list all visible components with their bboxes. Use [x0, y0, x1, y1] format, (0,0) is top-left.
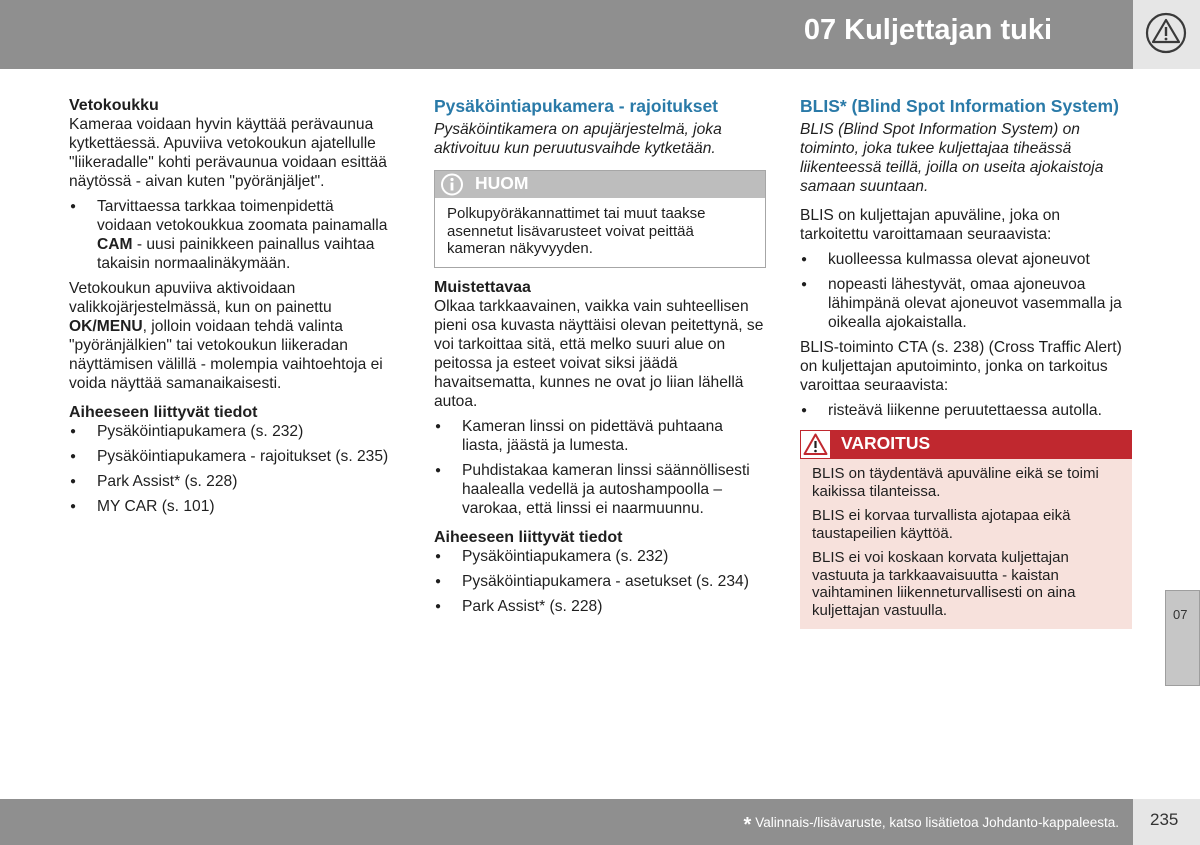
- remember-heading: Muistettavaa: [434, 278, 531, 296]
- blis-intro: BLIS (Blind Spot Information System) on toiminto, joka tukee kuljettajaa tiheässä liikenteessä teillä, joilla on useita ajokaistoja samaan suuntaan.: [800, 121, 1104, 195]
- column-towbar: [69, 96, 391, 516]
- page-footer: [0, 799, 1133, 845]
- note-box: [434, 170, 766, 268]
- related-list: [69, 422, 391, 516]
- footnote-star: *: [743, 814, 752, 836]
- towbar-bullets: [69, 197, 391, 273]
- warning-box: [800, 430, 1132, 629]
- list-item: ● nopeasti lähestyvät, omaa ajoneuvoa lähimpänä olevat ajoneuvot vasemmalla ja oikealla ajokaistalla.: [800, 275, 1132, 332]
- page-number-box: [1133, 799, 1200, 845]
- related-link[interactable]: ● Pysäköintiapukamera - asetukset (s. 234): [434, 572, 766, 591]
- cta-bullets: [800, 401, 1132, 420]
- related-heading: Aiheeseen liittyvät tiedot: [69, 404, 258, 421]
- text-span: - uusi painikkeen painallus vaihtaa takaisin normaalinäkymään.: [97, 236, 375, 272]
- remember-paragraph: Olkaa tarkkaavainen, vaikka vain suhteellisen pieni osa kuvasta näyttäisi olevan peitettynä, se voi tarkoittaa sitä, että melko suuri alue on peitossa ja esteet voivat siksi jäädä havaitsematta, kunnes ne ovat jo liian lähellä autoa.: [434, 297, 764, 410]
- camera-intro: Pysäköintikamera on apujärjestelmä, joka aktivoituu kun peruutusvaihde kytketään.: [434, 121, 722, 157]
- chapter-header: [0, 0, 1133, 69]
- list-item: ● Puhdistakaa kameran linssi säännöllisesti haalealla vedellä ja autoshampoolla – varokaa, että linssi ei naarmuunnu.: [434, 461, 766, 518]
- text-span: Vetokoukun apuviiva aktivoidaan valikkojärjestelmässä, kun on painettu: [69, 280, 332, 316]
- warning-paragraph: BLIS on täydentävä apuväline eikä se toimi kaikissa tilanteissa.: [812, 465, 1099, 500]
- warning-triangle-icon: [1145, 12, 1187, 54]
- note-label: HUOM: [475, 173, 529, 193]
- text-span: , jolloin voidaan tehdä valinta "pyöränjälkien" tai vetokoukun liikeradan näyttämisen välillä - molempia vaihtoehtoja ei voida näyttää samanaikaisesti.: [69, 318, 383, 392]
- footer-note: [743, 814, 1119, 837]
- chapter-icon-box: [1133, 0, 1200, 69]
- note-header: [435, 171, 765, 198]
- blis-paragraph: BLIS on kuljettajan apuväline, joka on tarkoitettu varoittamaan seuraavista:: [800, 207, 1061, 243]
- cam-button-label: CAM: [97, 236, 133, 253]
- related-link[interactable]: ● Park Assist* (s. 228): [69, 472, 391, 491]
- column-camera-limitations: [434, 96, 766, 616]
- related-link[interactable]: ● Park Assist* (s. 228): [434, 597, 766, 616]
- related-link[interactable]: ● Pysäköintiapukamera (s. 232): [69, 422, 391, 441]
- list-item: ● kuolleessa kulmassa olevat ajoneuvot: [800, 250, 1132, 269]
- info-icon: [439, 173, 465, 196]
- page-number: 235: [1150, 810, 1179, 829]
- column-blis: [800, 96, 1132, 629]
- warning-paragraph: BLIS ei korvaa turvallista ajotapaa eikä taustapeilien käyttöä.: [812, 507, 1071, 542]
- footer-note-text: Valinnais-/lisävaruste, katso lisätietoa Johdanto-kappaleesta.: [755, 815, 1119, 830]
- warning-header: [800, 430, 1132, 459]
- towbar-paragraph: Kameraa voidaan hyvin käyttää perävaunua kytkettäessä. Apuviiva vetokoukun ajatellulle "liikeradalle" kohti perävaunua voidaan esittää näytössä - aivan kuten "pyöränjäljet".: [69, 116, 387, 190]
- list-item: [69, 197, 391, 273]
- warning-icon-box: [800, 430, 831, 459]
- section-heading-towbar: Vetokoukku: [69, 97, 159, 114]
- related-link[interactable]: ● Pysäköintiapukamera (s. 232): [434, 547, 766, 566]
- related-list: [434, 547, 766, 616]
- blis-bullets: [800, 250, 1132, 332]
- chapter-title: 07 Kuljettajan tuki: [803, 14, 1052, 46]
- related-heading: Aiheeseen liittyvät tiedot: [434, 528, 623, 546]
- ok-menu-label: OK/MENU: [69, 318, 143, 335]
- side-tab-label: 07: [1173, 607, 1188, 622]
- cta-paragraph: BLIS-toiminto CTA (s. 238) (Cross Traffic Alert) on kuljettajan aputoiminto, jonka on tarkoitus varoittaa seuraavista:: [800, 339, 1122, 394]
- related-link[interactable]: ● MY CAR (s. 101): [69, 497, 391, 516]
- chapter-side-tab[interactable]: [1165, 590, 1200, 686]
- warning-triangle-icon: [803, 433, 828, 456]
- section-heading-camera-limitations: Pysäköintiapukamera - rajoitukset: [434, 96, 718, 116]
- camera-bullets: [434, 417, 766, 518]
- list-item: ● risteävä liikenne peruutettaessa autolla.: [800, 401, 1132, 420]
- section-heading-blis: BLIS* (Blind Spot Information System): [800, 96, 1119, 116]
- text-span: Tarvittaessa tarkkaa toimenpidettä voidaan vetokoukkua zoomata painamalla: [97, 198, 388, 234]
- towbar-activation-paragraph: [69, 279, 391, 393]
- related-link[interactable]: ● Pysäköintiapukamera - rajoitukset (s. 235): [69, 447, 391, 466]
- warning-body: [800, 459, 1132, 629]
- note-text: Polkupyöräkannattimet tai muut taakse asennetut lisävarusteet voivat peittää kameran näkyvyyden.: [447, 205, 706, 257]
- warning-label: VAROITUS: [841, 433, 931, 453]
- list-item: ● Kameran linssi on pidettävä puhtaana liasta, jäästä ja lumesta.: [434, 417, 766, 455]
- warning-paragraph: BLIS ei voi koskaan korvata kuljettajan vastuuta ja tarkkaavaisuutta - kaistan vaihtaminen liikenneturvallisesti on aina kuljettajan vastuulla.: [812, 549, 1076, 619]
